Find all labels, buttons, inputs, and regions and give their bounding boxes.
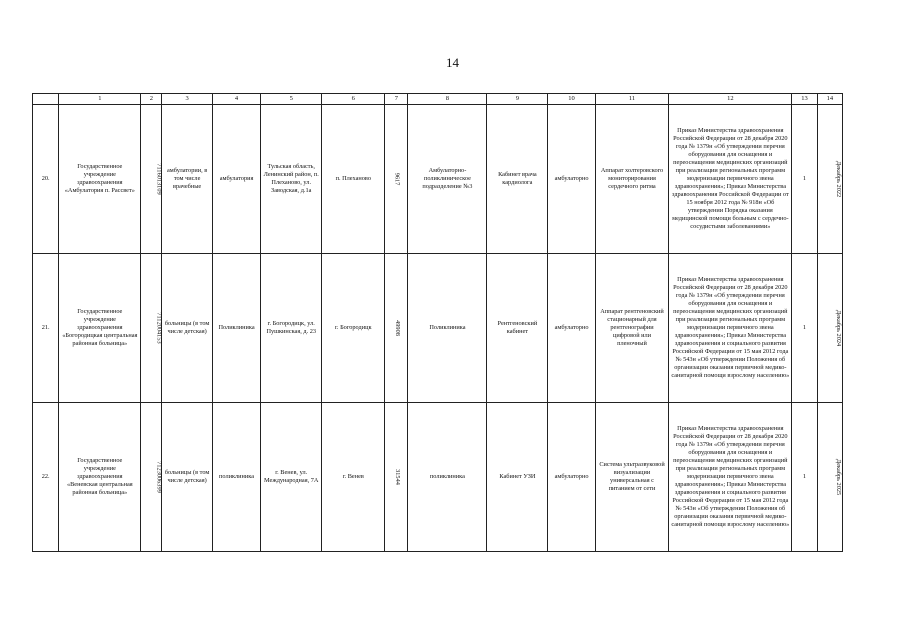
subdivision-cell: Поликлиника	[408, 254, 487, 403]
equipment-table	[32, 93, 843, 552]
subdivision-cell: поликлиника	[408, 403, 487, 552]
inn-cell	[141, 254, 162, 403]
quantity-cell: 1	[792, 254, 817, 403]
legal-basis-cell: Приказ Министерства здравоохранения Российской Федерации от 28 декабря 2020 года № 1379н «Об утверждении перечня оборудования для оснащения и переоснащения медицинских организаций при реализации региональных программ модернизации первичного звена здравоохранения»; Приказ Министерства здравоохранения и социального развития Российской Федерации от 15 мая 2012 года № 543н «Об утверждении Положения об организации оказания первичной медико-санитарной помощи взрослому населению»	[669, 254, 792, 403]
header-cell: 12	[669, 94, 792, 105]
care-form-cell: амбулаторно	[548, 403, 595, 552]
locality-cell: г. Богородицк	[322, 254, 385, 403]
row-number: 21.	[33, 254, 59, 403]
population-cell	[385, 254, 408, 403]
header-cell: 2	[141, 94, 162, 105]
quantity-cell: 1	[792, 105, 817, 254]
header-cell: 10	[548, 94, 595, 105]
cabinet-cell: Рентгеновский кабинет	[487, 254, 548, 403]
equipment-cell: Система ультразвуковой визуализации универсальная с питанием от сети	[595, 403, 669, 552]
inn-value: 7112004153	[155, 312, 163, 344]
equipment-cell: Аппарат рентгеновский стационарный для рентгенографии цифровой или пленочный	[595, 254, 669, 403]
date-cell	[817, 105, 842, 254]
cabinet-cell: Кабинет УЗИ	[487, 403, 548, 552]
header-cell: 9	[487, 94, 548, 105]
header-cell: 4	[212, 94, 260, 105]
population-value: 49908	[393, 320, 401, 336]
legal-basis-cell: Приказ Министерства здравоохранения Российской Федерации от 28 декабря 2020 года № 1379н «Об утверждении перечня оборудования для оснащения и переоснащения медицинских организаций при реализации региональных программ модернизации первичного звена здравоохранения»; Приказ Министерства здравоохранения Российской Федерации от 15 ноября 2012 года № 918н «Об утверждении Порядка оказания медицинской помощи больным с сердечно-сосудистыми заболеваниями»	[669, 105, 792, 254]
category-cell: амбулатория	[212, 105, 260, 254]
care-form-cell: амбулаторно	[548, 105, 595, 254]
population-value: 9617	[393, 172, 401, 186]
institution-cell: Государственное учреждение здравоохранения «Богородицкая центральная районная больница»	[59, 254, 141, 403]
institution-cell: Государственное учреждение здравоохранения «Амбулатория п. Рассвет»	[59, 105, 141, 254]
population-cell	[385, 105, 408, 254]
quantity-cell: 1	[792, 403, 817, 552]
inn-value: 7123006399	[156, 461, 164, 493]
date-cell	[817, 403, 842, 552]
page-number: 14	[446, 55, 459, 70]
inn-cell	[141, 105, 162, 254]
inn-value: 7116013109	[155, 163, 163, 195]
institution-cell: Государственное учреждение здравоохранения «Веневская центральная районная больница»	[59, 403, 141, 552]
cabinet-cell: Кабинет врача кардиолога	[487, 105, 548, 254]
header-cell-empty	[33, 94, 59, 105]
header-cell: 8	[408, 94, 487, 105]
subdivision-cell: Амбулаторно-поликлиническое подразделение №3	[408, 105, 487, 254]
table-row	[33, 403, 843, 552]
date-cell	[817, 254, 842, 403]
header-cell: 13	[792, 94, 817, 105]
locality-cell: г. Венев	[322, 403, 385, 552]
type-cell: амбулатории, в том числе врачебные	[162, 105, 212, 254]
header-cell: 3	[162, 94, 212, 105]
locality-cell: п. Плеханово	[322, 105, 385, 254]
equipment-cell: Аппарат холтеровского мониторирования сердечного ритма	[595, 105, 669, 254]
row-number: 20.	[33, 105, 59, 254]
header-cell: 5	[261, 94, 322, 105]
category-cell: Поликлиника	[212, 254, 260, 403]
population-cell	[385, 403, 408, 552]
date-value: Декабрь 2025	[834, 458, 842, 496]
address-cell: г. Богородицк, ул. Пушкинская, д. 23	[261, 254, 322, 403]
address-cell: г. Венев, ул. Международная, 7А	[261, 403, 322, 552]
care-form-cell: амбулаторно	[548, 254, 595, 403]
header-cell: 1	[59, 94, 141, 105]
type-cell: больницы (в том числе детская)	[162, 254, 212, 403]
legal-basis-cell: Приказ Министерства здравоохранения Российской Федерации от 28 декабря 2020 года № 1379н «Об утверждении перечня оборудования для оснащения и переоснащения медицинских организаций при реализации региональных программ модернизации первичного звена здравоохранения»; Приказ Министерства здравоохранения и социального развития Российской Федерации от 15 мая 2012 года № 543н «Об утверждении Положения об организации оказания первичной медико-санитарной помощи взрослому населению»	[669, 403, 792, 552]
inn-cell	[141, 403, 162, 552]
category-cell: поликлиника	[212, 403, 260, 552]
table-header-row	[33, 94, 843, 105]
population-value: 31544	[393, 469, 401, 485]
type-cell: больницы (в том числе детская)	[162, 403, 212, 552]
row-number: 22.	[33, 403, 59, 552]
table-row	[33, 254, 843, 403]
header-cell: 7	[385, 94, 408, 105]
table-row	[33, 105, 843, 254]
address-cell: Тульская область, Ленинский район, п. Плеханово, ул. Заводская, д.1а	[261, 105, 322, 254]
header-cell: 11	[595, 94, 669, 105]
header-cell: 6	[322, 94, 385, 105]
header-cell: 14	[817, 94, 842, 105]
date-value: Декабрь 2024	[834, 309, 842, 347]
date-value: Декабрь 2022	[834, 160, 842, 198]
